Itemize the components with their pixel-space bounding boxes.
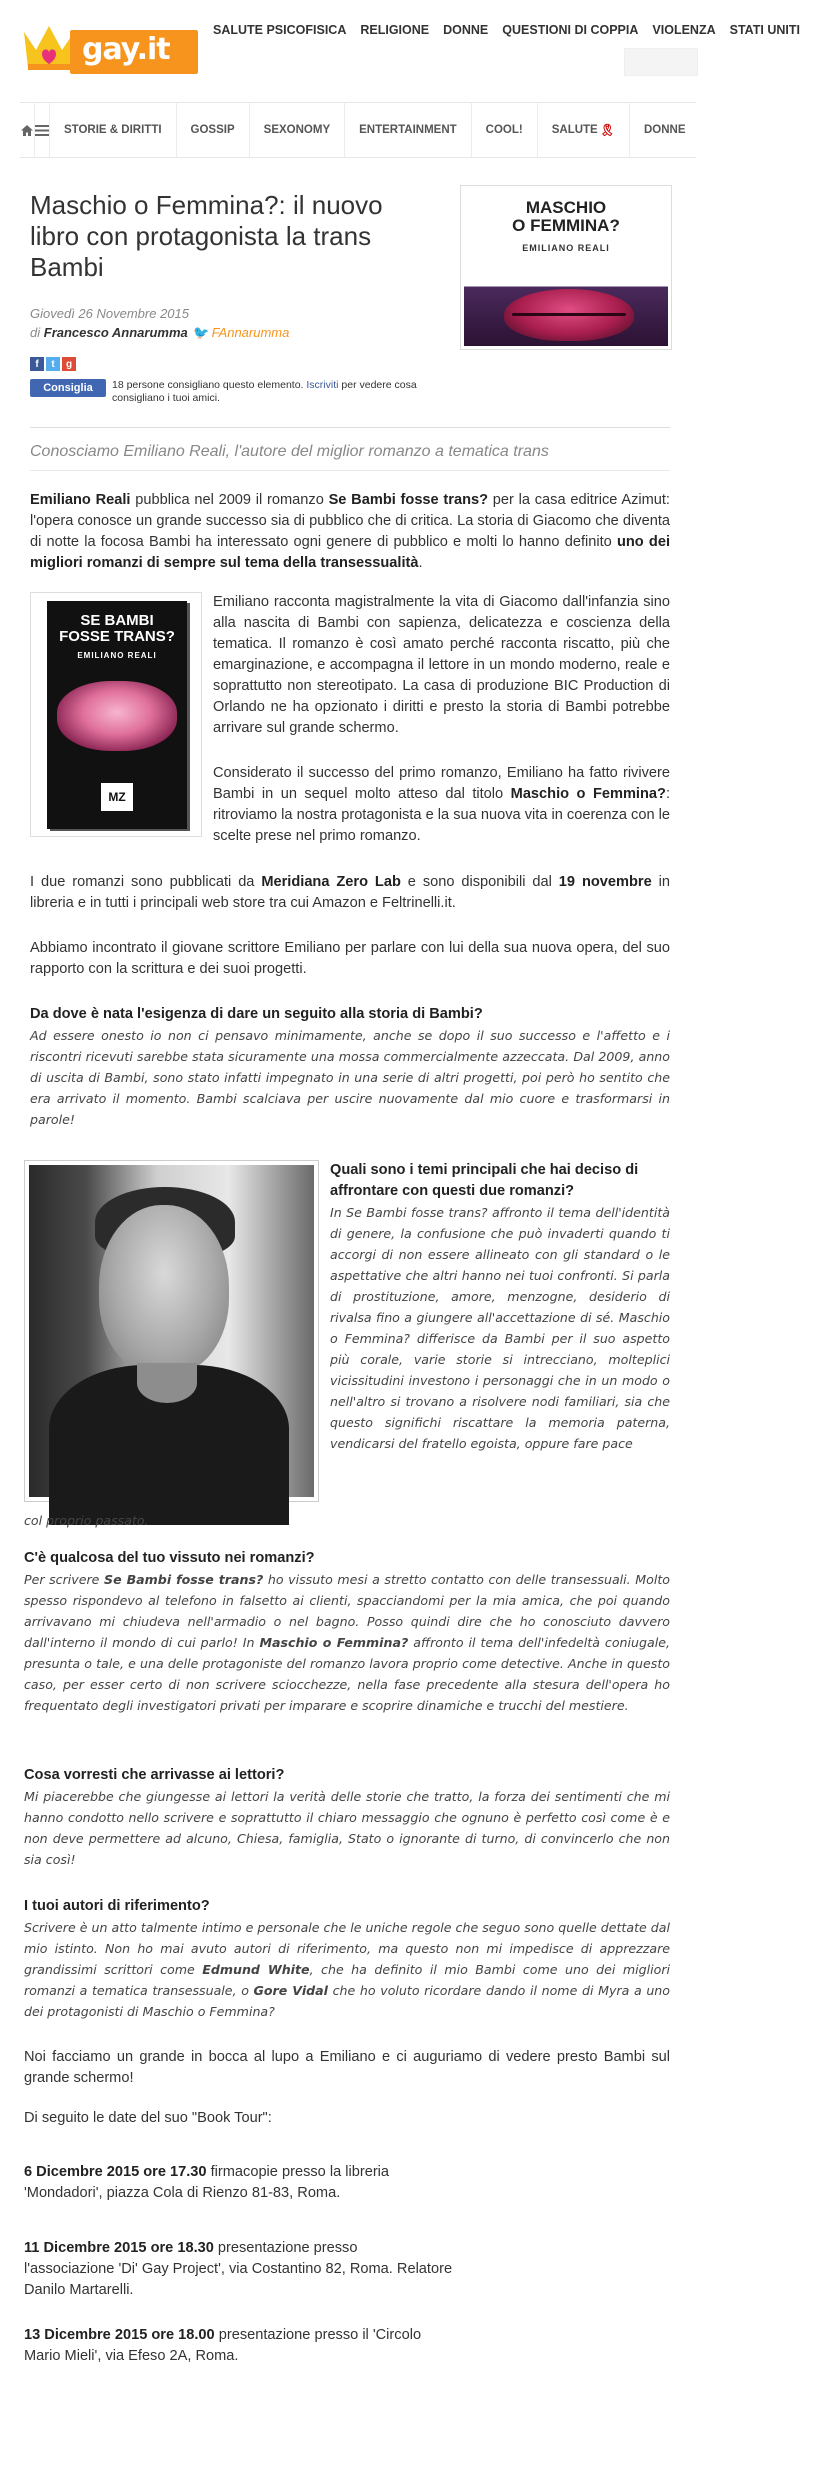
cover1-author: EMILIANO REALI	[522, 243, 610, 253]
top-nav-religione[interactable]: RELIGIONE	[360, 23, 430, 37]
home-icon[interactable]	[20, 102, 35, 158]
google-plus-share-icon[interactable]: g	[62, 357, 76, 371]
article-title: Maschio o Femmina?: il nuovo libro con protagonista la trans Bambi	[30, 190, 383, 282]
author-link[interactable]: Francesco Annarumma	[43, 325, 188, 340]
paragraph-publisher: I due romanzi sono pubblicati da Meridiana Zero Lab e sono disponibili dal 19 novembre in libreria e in tutti i principali web store tra cui Amazon e Feltrinelli.it.	[30, 874, 670, 911]
top-nav	[213, 23, 814, 37]
red-ribbon-icon: 🎗	[599, 123, 615, 137]
top-nav-stati-uniti[interactable]: STATI UNITI	[729, 23, 800, 37]
paragraph-intro: Emiliano Reali pubblica nel 2009 il romanzo Se Bambi fosse trans? per la casa editrice Azimut: l'opera conosce un grande successo sia di pubblico che di critica. La storia di Giacomo che diventa di notte la focosa Bambi ha interessato ogni genere di pubblico e molti lo hanno definito uno dei migliori romanzi di sempre sul tema della transessualità.	[30, 492, 670, 571]
answer-2: In Se Bambi fosse trans? affronto il tema dell'identità di genere, la confusione che può invaderti quando ti accorgi di non essere allineato con gli standard o le aspettative che altri hanno nei tuoi confronti. Si parla di prostituzione, amore, menzogne, desiderio di rivalsa fino a giungere all'accettazione di sé. Maschio o Femmina? differisce da Bambi per il suo aspetto più corale, varie storie si intrecciano, molteplici vicissitudini investono i personaggi che in un modo o nell'altro si trovano a risolvere nodi familiari, sia che questo significhi riscattare la memoria paterna, vendicarsi del fratello egoista, oppure fare pace	[330, 1205, 670, 1451]
question-3: C'è qualcosa del tuo vissuto nei romanzi?	[24, 1550, 315, 1566]
twitter-share-icon[interactable]: t	[46, 357, 60, 371]
top-nav-questioni-di-coppia[interactable]: QUESTIONI DI COPPIA	[502, 23, 639, 37]
cover2-lips-image	[57, 681, 177, 751]
site-logo[interactable]	[20, 20, 198, 76]
recommend-friends-text: per vedere cosa consigliano i tuoi amici.	[112, 379, 417, 404]
nav-donne[interactable]: DONNE	[643, 124, 686, 136]
logo-text: gay.it	[82, 32, 170, 67]
photo-collar	[137, 1363, 197, 1403]
divider	[30, 470, 670, 471]
paragraph-closing: Noi facciamo un grande in bocca al lupo a Emiliano e ci auguriamo di vedere presto Bambi sul grande schermo!	[24, 2049, 670, 2086]
facebook-recommend-button[interactable]	[30, 379, 106, 397]
tour-date-1: 6 Dicembre 2015 ore 17.30 firmacopie presso la libreria 'Mondadori', piazza Cola di Rienzo 81-83, Roma.	[24, 2164, 390, 2201]
tour-date-2: 11 Dicembre 2015 ore 18.30 presentazione presso l'associazione 'Di' Gay Project', via Costantino 82, Roma. Relatore Danilo Martarelli.	[24, 2240, 453, 2298]
paragraph-interview-intro: Abbiamo incontrato il giovane scrittore Emiliano per parlare con lui della sua nuova opera, del suo rapporto con la scrittura e dei suoi progetti.	[30, 940, 670, 977]
facebook-share-icon[interactable]: f	[30, 357, 44, 371]
nav-salute[interactable]	[538, 102, 630, 158]
author-photo	[24, 1160, 319, 1502]
paragraph-sequel: Considerato il successo del primo romanzo, Emiliano ha fatto rivivere Bambi in un sequel molto atteso dal titolo Maschio o Femmina?: ritroviamo la nostra protagonista e la sua nuova vita in coerenza con le scelte prese nel primo romanzo.	[213, 765, 670, 844]
facebook-recommend-label: Consiglia	[43, 382, 93, 394]
top-nav-donne[interactable]: DONNE	[443, 23, 489, 37]
recommend-count-text: 18 persone consigliano questo elemento.	[112, 379, 304, 391]
question-4: Cosa vorresti che arrivasse ai lettori?	[24, 1767, 285, 1783]
page-bottom	[0, 2420, 749, 2486]
book-cover-se-bambi-fosse-trans	[30, 592, 202, 837]
twitter-handle-link[interactable]: FAnnarumma	[211, 325, 290, 340]
signup-link[interactable]: Iscriviti	[306, 379, 339, 391]
nav-storie-diritti[interactable]: STORIE & DIRITTI	[50, 102, 177, 158]
top-nav-violenza[interactable]: VIOLENZA	[652, 23, 716, 37]
paragraph-story: Emiliano racconta magistralmente la vita di Giacomo dall'infanzia sino alla nascita di Bambi con sapienza, delicatezza e coscienza della tematica. Il romanzo è così amato perché racconta riscatto, più che emarginazione, e accompagna il lettore in un mondo moderno, reale e soprattutto non stereotipato. La casa di produzione BIC Production di Orlando ne ha opzionato i diritti e presto la storia di Bambi potrebbe arrivare sul grande schermo.	[213, 594, 670, 736]
site-header	[0, 0, 800, 88]
cover1-lips-line	[512, 313, 626, 316]
article-date: Giovedì 26 Novembre 2015	[30, 306, 189, 321]
question-2: Quali sono i temi principali che hai deciso di affrontare con questi due romanzi?	[330, 1162, 639, 1199]
answer-3: Per scrivere Se Bambi fosse trans? ho vissuto mesi a stretto contatto con delle transessuali. Molto spesso rispondevo al telefono in falsetto ai clienti, spacciandomi per la mia amica, che poi quando arrivavano mi chiudeva nell'armadio o nel bagno. Posso quindi dire che ho conosciuto davvero dall'interno il mondo di cui parlo! In Maschio o Femmina? affronto il tema dell'infedeltà coniugale, presunta o tale, e una delle protagoniste del romanzo lavora proprio come detective. Anche in questo caso, per esser certo di non scrivere sciocchezze, nella fase precedente alla stesura dell'opera ho frequentato degli investigatori privati per imparare e scoprire dinamiche e trucchi del mestiere.	[24, 1572, 670, 1713]
answer-4: Mi piacerebbe che giungesse ai lettori la verità delle storie che tratto, la forza dei sentimenti che mi hanno condotto nello scrivere e soprattutto il chiaro messaggio che ognuno è perfetto così come è e non deve permettere ad alcuno, Chiesa, famiglia, Stato o ignorante di turno, di convincerlo che non sia così!	[24, 1789, 670, 1867]
hamburger-menu-icon[interactable]	[35, 102, 50, 158]
nav-cool[interactable]: COOL!	[472, 102, 538, 158]
cover2-title: SE BAMBI FOSSE TRANS?	[59, 612, 175, 645]
social-share	[30, 357, 76, 371]
photo-face	[99, 1205, 229, 1375]
nav-sexonomy[interactable]: SEXONOMY	[250, 102, 345, 158]
paragraph-book-tour: Di seguito le date del suo "Book Tour":	[24, 2110, 272, 2126]
book-cover-maschio-o-femmina	[460, 185, 672, 350]
answer-1: Ad essere onesto io non ci pensavo minimamente, anche se dopo il suo successo e l'affetto e i riscontri ricevuti sarebbe stata sicuramente una mossa commercialmente azzeccata. Dal 2009, anno di uscita di Bambi, sono stato infatti impegnato in una serie di altri progetti, poi però ho sentito che era arrivato il momento. Bambi scalciava per uscire nuovamente dal mio cuore e trasformarsi in parole!	[30, 1028, 670, 1127]
byline	[30, 325, 289, 341]
book2-image	[47, 601, 187, 829]
main-nav	[20, 102, 696, 158]
tour-date-3: 13 Dicembre 2015 ore 18.00 presentazione presso il 'Circolo Mario Mieli', via Efeso 2A, Roma.	[24, 2327, 422, 2364]
question-5: I tuoi autori di riferimento?	[24, 1898, 210, 1914]
answer-2-end: col proprio passato.	[24, 1513, 149, 1528]
cover2-author: EMILIANO REALI	[77, 651, 157, 660]
nav-salute-label: SALUTE	[551, 124, 598, 136]
twitter-bird-icon: 🐦	[193, 325, 210, 340]
nav-entertainment[interactable]: ENTERTAINMENT	[345, 102, 472, 158]
answer-5: Scrivere è un atto talmente intimo e personale che le uniche regole che seguo sono quelle dettate dal mio istinto. Non ho mai avuto autori di riferimento, ma questo non mi impedisce di apprezzare grandissimi scrittori come Edmund White, che ha definito il mio Bambi come uno dei migliori romanzi a tematica transessuale, o Gore Vidal che ho voluto ricordare dando il nome di Myra a uno dei protagonisti di Maschio o Femmina?	[24, 1920, 671, 2019]
cover1-title: MASCHIO O FEMMINA?	[512, 198, 620, 235]
facebook-recommend-text	[112, 379, 422, 405]
publisher-logo: MZ	[101, 783, 133, 811]
article-subtitle: Conosciamo Emiliano Reali, l'autore del miglior romanzo a tematica trans	[30, 443, 549, 460]
top-nav-salute-psicofisica[interactable]: SALUTE PSICOFISICA	[213, 23, 347, 37]
nav-gossip[interactable]: GOSSIP	[177, 102, 250, 158]
divider	[30, 427, 670, 428]
byline-prefix: di	[30, 325, 41, 340]
question-1: Da dove è nata l'esigenza di dare un seguito alla storia di Bambi?	[30, 1006, 483, 1022]
search-box[interactable]	[624, 48, 698, 76]
